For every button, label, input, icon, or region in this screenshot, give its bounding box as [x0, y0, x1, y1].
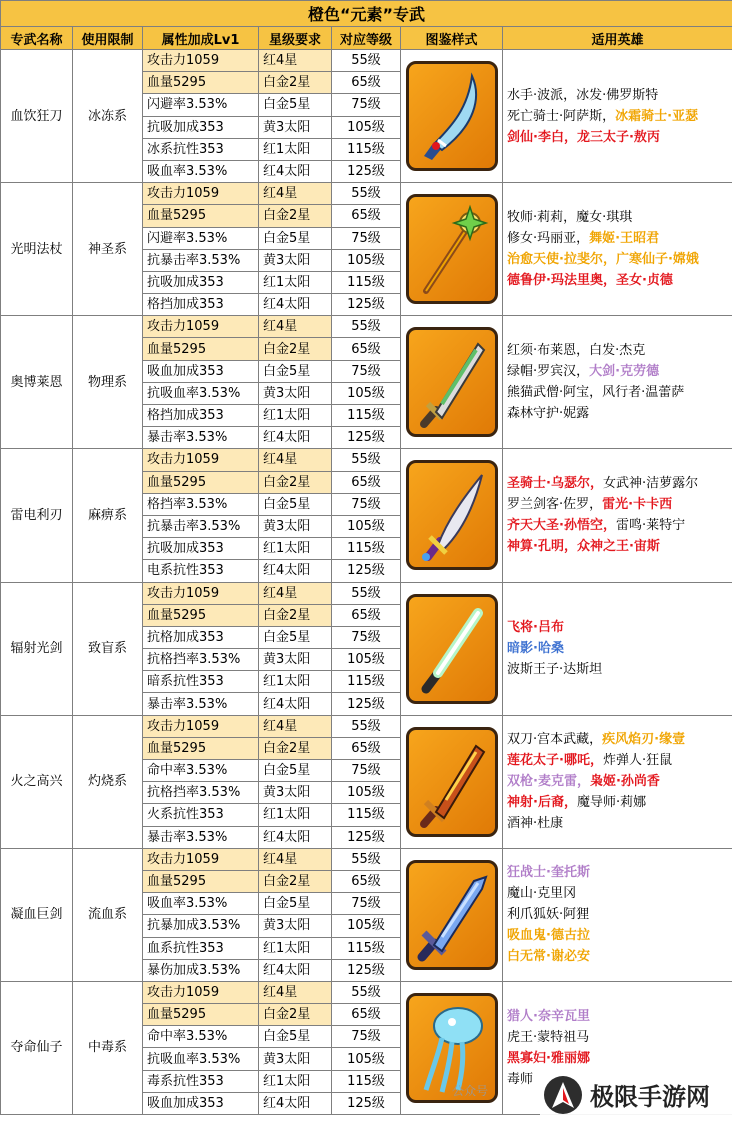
star-requirement-cell: 红1太阳	[259, 1070, 332, 1092]
hero-name: 熊猫武僧·阿宝，风行者·温蕾萨	[507, 385, 685, 401]
star-requirement-cell: 红4太阳	[259, 1092, 332, 1114]
star-requirement-cell: 白金5星	[259, 1026, 332, 1048]
level-cell: 65级	[332, 72, 401, 94]
star-requirement-cell: 红4太阳	[259, 427, 332, 449]
star-requirement-cell: 红4星	[259, 183, 332, 205]
hero-name: 女武神·洁萝露尔	[602, 476, 699, 492]
level-cell: 115级	[332, 538, 401, 560]
star-requirement-cell: 红4星	[259, 715, 332, 737]
weapon-name: 火之高兴	[1, 715, 73, 848]
star-requirement-cell: 红4太阳	[259, 693, 332, 715]
weapon-limit: 中毒系	[73, 981, 143, 1114]
star-requirement-cell: 白金5星	[259, 893, 332, 915]
level-cell: 115级	[332, 804, 401, 826]
star-requirement-cell: 红4星	[259, 848, 332, 870]
star-requirement-cell: 红4星	[259, 50, 332, 72]
hero-name: 狂战士·奎托斯	[507, 865, 590, 881]
attribute-cell: 暴伤加成3.53%	[143, 959, 259, 981]
weapon-limit: 冰冻系	[73, 50, 143, 183]
weapon-name: 光明法杖	[1, 183, 73, 316]
star-requirement-cell: 红1太阳	[259, 671, 332, 693]
hero-line	[507, 515, 732, 536]
star-requirement-cell: 红4星	[259, 316, 332, 338]
blood-greatsword-icon	[406, 860, 498, 970]
hero-line	[507, 361, 732, 382]
holy-staff-icon	[406, 194, 498, 304]
table-row	[1, 981, 732, 1003]
level-cell: 125级	[332, 294, 401, 316]
attribute-cell: 攻击力1059	[143, 715, 259, 737]
level-cell: 125级	[332, 959, 401, 981]
hero-line	[507, 638, 732, 659]
attribute-cell: 暴击率3.53%	[143, 826, 259, 848]
level-cell: 115级	[332, 937, 401, 959]
hero-name: 炸弹人·狂鼠	[602, 753, 673, 769]
attribute-cell: 吸血率3.53%	[143, 893, 259, 915]
table-row	[1, 50, 732, 72]
hero-list	[503, 50, 732, 183]
attribute-cell: 攻击力1059	[143, 848, 259, 870]
hero-line	[507, 85, 732, 106]
star-requirement-cell: 红4太阳	[259, 160, 332, 182]
star-requirement-cell: 红4太阳	[259, 959, 332, 981]
hero-line	[507, 106, 732, 127]
weapon-image-cell	[401, 715, 503, 848]
attribute-cell: 抗吸血率3.53%	[143, 1048, 259, 1070]
attribute-cell: 毒系抗性353	[143, 1070, 259, 1092]
hero-name: 魔导师·莉娜	[576, 795, 647, 811]
star-requirement-cell: 红1太阳	[259, 405, 332, 427]
star-requirement-cell: 黄3太阳	[259, 1048, 332, 1070]
hero-name: 虎王·蒙特祖马	[507, 1029, 590, 1045]
attribute-cell: 闪避率3.53%	[143, 94, 259, 116]
attribute-cell: 血系抗性353	[143, 937, 259, 959]
star-requirement-cell: 白金2星	[259, 870, 332, 892]
level-cell: 55级	[332, 981, 401, 1003]
attribute-cell: 抗暴击率3.53%	[143, 515, 259, 537]
hero-name: 双刀·宫本武藏，	[507, 732, 603, 748]
attribute-cell: 格挡加成353	[143, 294, 259, 316]
hero-line	[507, 750, 732, 771]
hero-name: 酒神·杜康	[507, 816, 564, 832]
hero-name: 圣女·贞德	[615, 273, 673, 289]
level-cell: 55级	[332, 316, 401, 338]
hero-name: 神算·孔明，	[507, 539, 577, 555]
site-logo-icon	[544, 1076, 582, 1114]
weapon-limit: 致盲系	[73, 582, 143, 715]
attribute-cell: 抗格加成353	[143, 626, 259, 648]
star-requirement-cell: 红1太阳	[259, 538, 332, 560]
header-name: 专武名称	[1, 27, 73, 50]
header-row	[1, 27, 732, 50]
hero-name: 神射·后裔，	[507, 795, 577, 811]
attribute-cell: 攻击力1059	[143, 183, 259, 205]
level-cell: 105级	[332, 382, 401, 404]
hero-line	[507, 494, 732, 515]
hero-name: 圣骑士·乌瑟尔，	[507, 476, 603, 492]
star-requirement-cell: 白金2星	[259, 338, 332, 360]
star-requirement-cell: 红1太阳	[259, 138, 332, 160]
hero-name: 波斯王子·达斯坦	[507, 662, 603, 678]
hero-name: 莲花太子·哪吒，	[507, 753, 603, 769]
hero-list	[503, 715, 732, 848]
star-requirement-cell: 黄3太阳	[259, 782, 332, 804]
weapon-name: 奥博莱恩	[1, 316, 73, 449]
hero-line	[507, 382, 732, 403]
star-requirement-cell: 白金2星	[259, 72, 332, 94]
level-cell: 55级	[332, 848, 401, 870]
hero-name: 利爪狐妖·阿狸	[507, 907, 590, 923]
attribute-cell: 吸血加成353	[143, 1092, 259, 1114]
hero-name: 舞姬·王昭君	[589, 231, 660, 247]
level-cell: 115级	[332, 671, 401, 693]
level-cell: 115级	[332, 271, 401, 293]
hero-name: 修女·玛丽亚，	[507, 231, 590, 247]
watermark-logo	[540, 1068, 732, 1121]
level-cell: 115级	[332, 138, 401, 160]
attribute-cell: 抗格挡率3.53%	[143, 649, 259, 671]
star-requirement-cell: 黄3太阳	[259, 649, 332, 671]
level-cell: 65级	[332, 604, 401, 626]
hero-line	[507, 904, 732, 925]
level-cell: 105级	[332, 116, 401, 138]
star-requirement-cell: 黄3太阳	[259, 382, 332, 404]
level-cell: 75级	[332, 760, 401, 782]
weapon-limit: 灼烧系	[73, 715, 143, 848]
hero-name: 广寒仙子·嫦娥	[615, 252, 699, 268]
level-cell: 125级	[332, 693, 401, 715]
level-cell: 125级	[332, 560, 401, 582]
watermark-account: 公众号	[452, 1084, 489, 1098]
attribute-cell: 攻击力1059	[143, 316, 259, 338]
star-requirement-cell: 白金5星	[259, 760, 332, 782]
level-cell: 75级	[332, 360, 401, 382]
level-cell: 55级	[332, 50, 401, 72]
hero-name: 疾风焰刃·缘壹	[602, 732, 686, 748]
level-cell: 75级	[332, 626, 401, 648]
hero-line	[507, 813, 732, 834]
star-requirement-cell: 白金2星	[259, 471, 332, 493]
level-cell: 75级	[332, 227, 401, 249]
hero-name: 雷光·卡卡西	[602, 497, 673, 513]
weapon-image-cell	[401, 582, 503, 715]
weapon-image-cell	[401, 449, 503, 582]
table-row	[1, 848, 732, 870]
hero-line	[507, 473, 732, 494]
attribute-cell: 血量5295	[143, 205, 259, 227]
attribute-cell: 抗暴加成3.53%	[143, 915, 259, 937]
attribute-cell: 攻击力1059	[143, 981, 259, 1003]
attribute-cell: 命中率3.53%	[143, 760, 259, 782]
hero-name: 罗兰剑客·佐罗，	[507, 497, 603, 513]
hero-list	[503, 316, 732, 449]
hero-name: 齐天大圣·孙悟空，	[507, 518, 616, 534]
attribute-cell: 闪避率3.53%	[143, 227, 259, 249]
level-cell: 75级	[332, 893, 401, 915]
star-requirement-cell: 白金2星	[259, 737, 332, 759]
header-limit: 使用限制	[73, 27, 143, 50]
attribute-cell: 血量5295	[143, 604, 259, 626]
hero-line	[507, 1027, 732, 1048]
attribute-cell: 血量5295	[143, 870, 259, 892]
table-row	[1, 582, 732, 604]
header-icon: 图鉴样式	[401, 27, 503, 50]
weapon-image-cell	[401, 50, 503, 183]
level-cell: 65级	[332, 1004, 401, 1026]
hero-name: 暗影·哈桑	[507, 641, 564, 657]
hero-name: 冰霜骑士·亚瑟	[615, 108, 699, 124]
star-requirement-cell: 红4星	[259, 981, 332, 1003]
level-cell: 125级	[332, 427, 401, 449]
lightning-blade-icon	[406, 460, 498, 570]
attribute-cell: 抗吸加成353	[143, 271, 259, 293]
hero-line	[507, 729, 732, 750]
hero-name: 众神之王·宙斯	[576, 539, 660, 555]
hero-line	[507, 270, 732, 291]
attribute-cell: 抗吸加成353	[143, 538, 259, 560]
weapon-limit: 流血系	[73, 848, 143, 981]
level-cell: 105级	[332, 515, 401, 537]
hero-name: 魔山·克里冈	[507, 886, 577, 902]
star-requirement-cell: 红4星	[259, 582, 332, 604]
weapon-image-cell	[401, 183, 503, 316]
hero-name: 绿帽·罗宾汉，	[507, 364, 590, 380]
star-requirement-cell: 红1太阳	[259, 271, 332, 293]
hero-line	[507, 617, 732, 638]
table-row	[1, 316, 732, 338]
hero-name: 吸血鬼·德古拉	[507, 928, 590, 944]
weapon-image-cell	[401, 848, 503, 981]
attribute-cell: 血量5295	[143, 338, 259, 360]
level-cell: 55级	[332, 582, 401, 604]
star-requirement-cell: 白金2星	[259, 604, 332, 626]
attribute-cell: 冰系抗性353	[143, 138, 259, 160]
weapon-limit: 麻痹系	[73, 449, 143, 582]
hero-line	[507, 659, 732, 680]
hero-name: 猎人·奈辛瓦里	[507, 1008, 590, 1024]
hero-line	[507, 883, 732, 904]
hero-name: 水手·波派，冰发·佛罗斯特	[507, 87, 659, 103]
hero-name: 双枪·麦克雷，	[507, 774, 590, 790]
level-cell: 65级	[332, 205, 401, 227]
star-requirement-cell: 红4星	[259, 449, 332, 471]
star-requirement-cell: 红4太阳	[259, 826, 332, 848]
star-requirement-cell: 黄3太阳	[259, 249, 332, 271]
hero-name: 牧师·莉莉，魔女·琪琪	[507, 210, 633, 226]
level-cell: 75级	[332, 1026, 401, 1048]
attribute-cell: 命中率3.53%	[143, 1026, 259, 1048]
level-cell: 105级	[332, 249, 401, 271]
star-requirement-cell: 白金5星	[259, 94, 332, 116]
hero-line	[507, 536, 732, 557]
hero-name: 雷鸣·莱特宁	[615, 518, 686, 534]
level-cell: 55级	[332, 183, 401, 205]
header-star: 星级要求	[259, 27, 332, 50]
attribute-cell: 血量5295	[143, 72, 259, 94]
hero-line	[507, 925, 732, 946]
level-cell: 55级	[332, 449, 401, 471]
level-cell: 75级	[332, 493, 401, 515]
hero-list	[503, 183, 732, 316]
header-level: 对应等级	[332, 27, 401, 50]
weapon-name: 夺命仙子	[1, 981, 73, 1114]
hero-name: 龙三太子·敖丙	[576, 129, 660, 145]
hero-name: 死亡骑士·阿萨斯，	[507, 108, 616, 124]
level-cell: 125级	[332, 826, 401, 848]
hero-name: 大剑·克劳德	[589, 364, 660, 380]
star-requirement-cell: 白金5星	[259, 360, 332, 382]
level-cell: 65级	[332, 338, 401, 360]
attribute-cell: 格挡加成353	[143, 405, 259, 427]
weapon-name: 辐射光剑	[1, 582, 73, 715]
hero-line	[507, 403, 732, 424]
weapon-limit: 物理系	[73, 316, 143, 449]
hero-line	[507, 207, 732, 228]
level-cell: 65级	[332, 737, 401, 759]
attribute-cell: 血量5295	[143, 737, 259, 759]
hero-name: 飞将·吕布	[507, 620, 564, 636]
hero-name: 枭姬·孙尚香	[589, 774, 660, 790]
attribute-cell: 抗吸血率3.53%	[143, 382, 259, 404]
attribute-cell: 吸血加成353	[143, 360, 259, 382]
attribute-cell: 抗格挡率3.53%	[143, 782, 259, 804]
star-requirement-cell: 黄3太阳	[259, 515, 332, 537]
attribute-cell: 电系抗性353	[143, 560, 259, 582]
light-saber-icon	[406, 594, 498, 704]
level-cell: 125级	[332, 160, 401, 182]
hero-line	[507, 249, 732, 270]
star-requirement-cell: 白金5星	[259, 227, 332, 249]
hero-name: 德鲁伊·玛法里奥，	[507, 273, 616, 289]
hero-name: 森林守护·妮露	[507, 406, 590, 422]
hero-line	[507, 862, 732, 883]
level-cell: 125级	[332, 1092, 401, 1114]
star-requirement-cell: 白金5星	[259, 493, 332, 515]
fire-sword-icon	[406, 727, 498, 837]
hero-name: 黑寡妇·雅丽娜	[507, 1050, 590, 1066]
attribute-cell: 暴击率3.53%	[143, 427, 259, 449]
star-requirement-cell: 红4太阳	[259, 560, 332, 582]
hero-name: 治愈天使·拉斐尔，	[507, 252, 616, 268]
weapon-name: 凝血巨剑	[1, 848, 73, 981]
star-requirement-cell: 白金5星	[259, 626, 332, 648]
hero-line	[507, 1048, 732, 1069]
attribute-cell: 血量5295	[143, 471, 259, 493]
star-requirement-cell: 红1太阳	[259, 804, 332, 826]
attribute-cell: 火系抗性353	[143, 804, 259, 826]
header-attr: 属性加成Lv1	[143, 27, 259, 50]
weapon-image-cell	[401, 316, 503, 449]
hero-line	[507, 792, 732, 813]
attribute-cell: 攻击力1059	[143, 582, 259, 604]
level-cell: 75级	[332, 94, 401, 116]
attribute-cell: 攻击力1059	[143, 50, 259, 72]
star-requirement-cell: 黄3太阳	[259, 116, 332, 138]
star-requirement-cell: 红4太阳	[259, 294, 332, 316]
blue-curved-blade-icon	[406, 61, 498, 171]
hero-name: 白无常·谢必安	[507, 949, 590, 965]
hero-line	[507, 127, 732, 148]
level-cell: 65级	[332, 471, 401, 493]
hero-line	[507, 771, 732, 792]
hero-name: 剑仙·李白，	[507, 129, 577, 145]
page-title: 橙色“元素”专武	[1, 1, 732, 27]
star-requirement-cell: 黄3太阳	[259, 915, 332, 937]
hero-line	[507, 1006, 732, 1027]
attribute-cell: 攻击力1059	[143, 449, 259, 471]
star-requirement-cell: 白金2星	[259, 205, 332, 227]
attribute-cell: 抗暴击率3.53%	[143, 249, 259, 271]
hero-name: 红须·布莱恩，白发·杰克	[507, 343, 646, 359]
hero-line	[507, 340, 732, 361]
hero-name: 毒师	[507, 1071, 534, 1087]
table-row	[1, 715, 732, 737]
hero-line	[507, 228, 732, 249]
level-cell: 115级	[332, 405, 401, 427]
level-cell: 55级	[332, 715, 401, 737]
hero-list	[503, 848, 732, 981]
level-cell: 105级	[332, 649, 401, 671]
level-cell: 115级	[332, 1070, 401, 1092]
attribute-cell: 暗系抗性353	[143, 671, 259, 693]
attribute-cell: 吸血率3.53%	[143, 160, 259, 182]
attribute-cell: 格挡率3.53%	[143, 493, 259, 515]
title-row	[1, 1, 732, 27]
hero-list	[503, 582, 732, 715]
star-requirement-cell: 白金2星	[259, 1004, 332, 1026]
attribute-cell: 抗吸加成353	[143, 116, 259, 138]
attribute-cell: 暴击率3.53%	[143, 693, 259, 715]
weapon-name: 雷电利刃	[1, 449, 73, 582]
hero-list	[503, 449, 732, 582]
level-cell: 105级	[332, 915, 401, 937]
level-cell: 105级	[332, 1048, 401, 1070]
table-row	[1, 449, 732, 471]
weapon-limit: 神圣系	[73, 183, 143, 316]
header-heroes: 适用英雄	[503, 27, 732, 50]
weapon-name: 血饮狂刀	[1, 50, 73, 183]
level-cell: 65级	[332, 870, 401, 892]
green-sword-icon	[406, 327, 498, 437]
attribute-cell: 血量5295	[143, 1004, 259, 1026]
site-name: 极限手游网	[590, 1082, 710, 1111]
star-requirement-cell: 红1太阳	[259, 937, 332, 959]
table-row	[1, 183, 732, 205]
level-cell: 105级	[332, 782, 401, 804]
hero-line	[507, 946, 732, 967]
